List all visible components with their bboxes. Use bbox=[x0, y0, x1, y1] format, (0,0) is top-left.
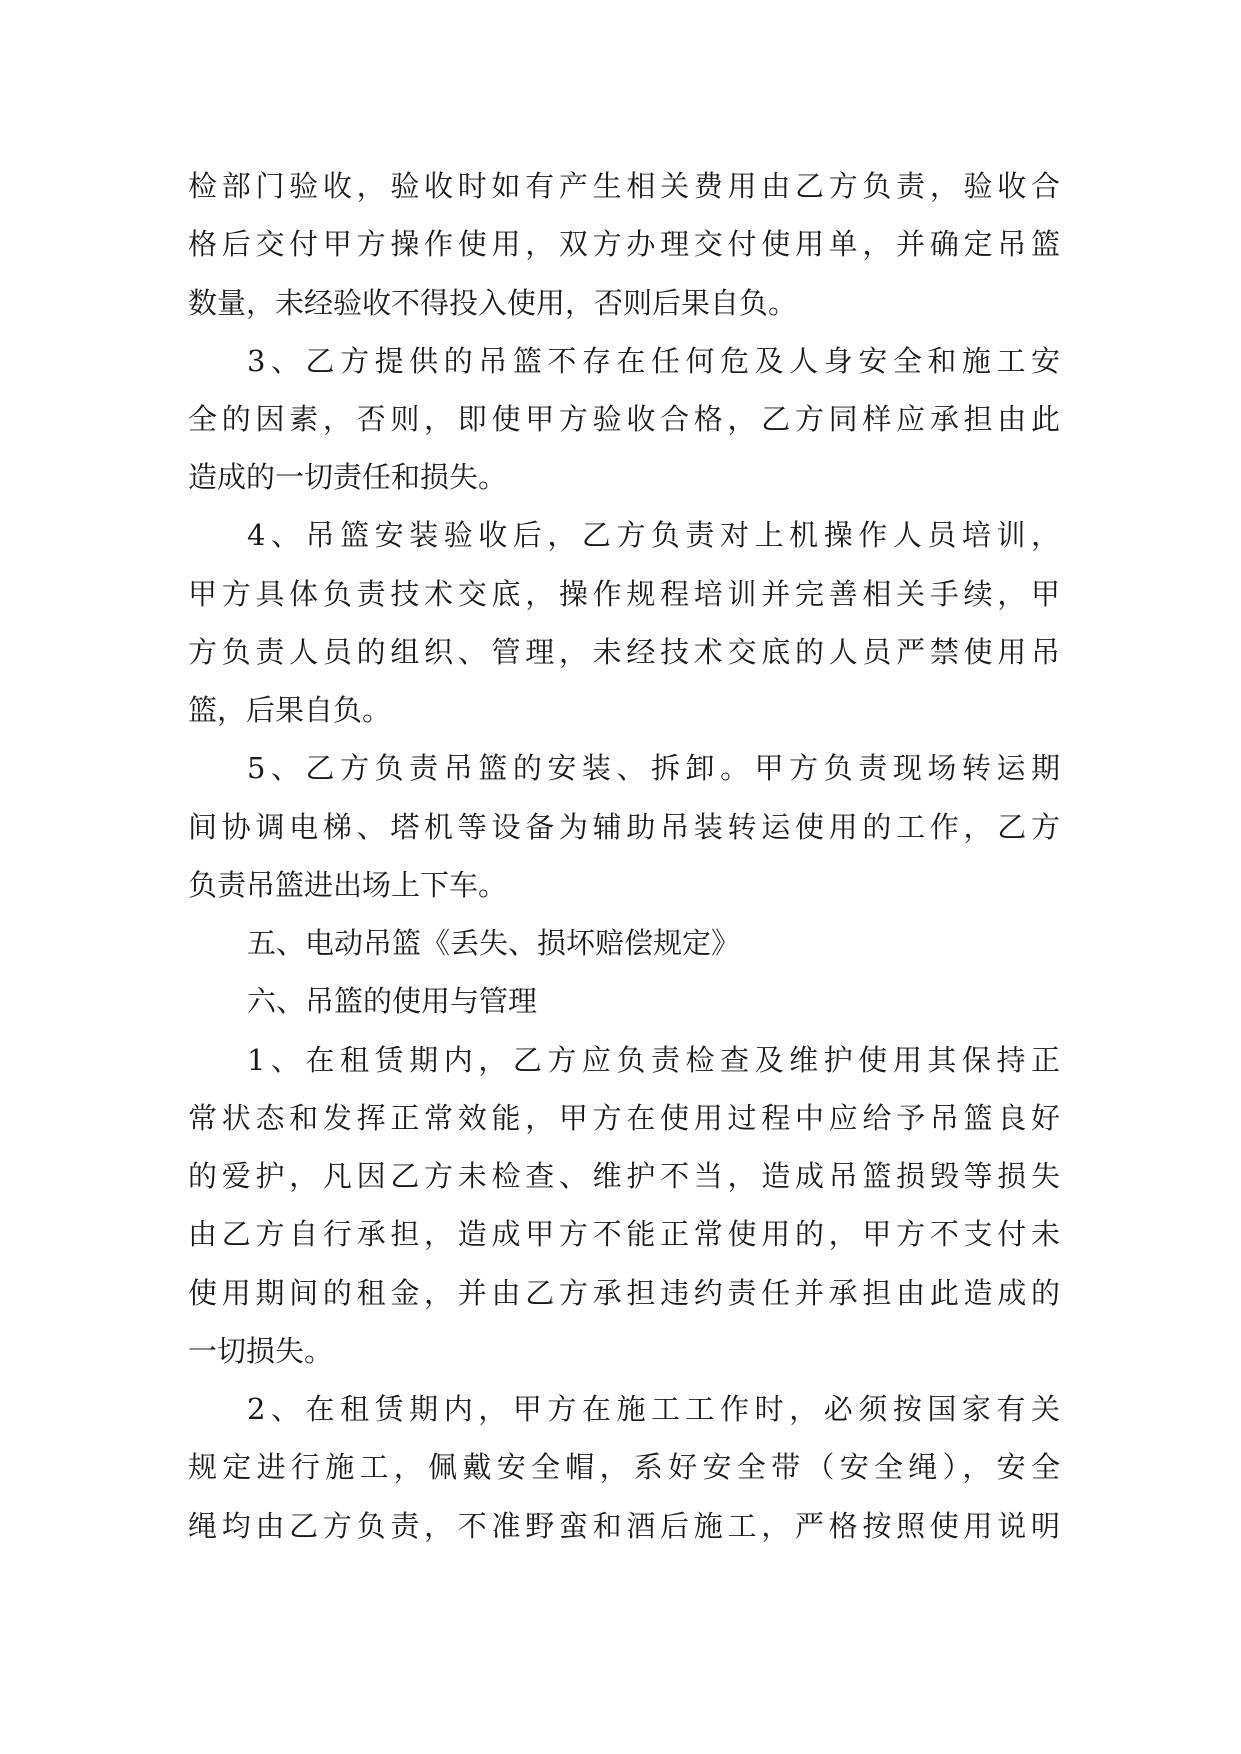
text-line: 造成的一切责任和损失。 bbox=[188, 460, 508, 494]
text-line: 负责吊篮进出场上下车。 bbox=[188, 868, 508, 902]
text-line: 检部门验收，验收时如有产生相关费用由乙方负责，验收合 bbox=[188, 169, 1060, 203]
text-line: 全的因素，否则，即使甲方验收合格，乙方同样应承担由此 bbox=[188, 402, 1060, 436]
text-line: 4、吊篮安装验收后，乙方负责对上机操作人员培训， bbox=[247, 518, 1060, 552]
text-line: 数量，未经验收不得投入使用，否则后果自负。 bbox=[188, 286, 798, 320]
text-line: 2、在租赁期内，甲方在施工工作时，必须按国家有关 bbox=[247, 1392, 1060, 1426]
text-line: 5、乙方负责吊篮的安装、拆卸。甲方负责现场转运期 bbox=[247, 751, 1060, 785]
text-line: 篮，后果自负。 bbox=[188, 693, 392, 727]
text-line: 格后交付甲方操作使用，双方办理交付使用单，并确定吊篮 bbox=[188, 227, 1060, 261]
text-line: 1、在租赁期内，乙方应负责检查及维护使用其保持正 bbox=[247, 1043, 1060, 1077]
text-line: 使用期间的租金，并由乙方承担违约责任并承担由此造成的 bbox=[188, 1276, 1060, 1310]
text-line: 3、乙方提供的吊篮不存在任何危及人身安全和施工安 bbox=[247, 344, 1060, 378]
section-heading: 五、电动吊篮《丢失、损坏赔偿规定》 bbox=[247, 926, 741, 960]
text-line: 的爱护，凡因乙方未检查、维护不当，造成吊篮损毁等损失 bbox=[188, 1159, 1060, 1193]
text-line: 一切损失。 bbox=[188, 1334, 334, 1368]
section-heading: 六、吊篮的使用与管理 bbox=[247, 984, 538, 1018]
text-line: 常状态和发挥正常效能，甲方在使用过程中应给予吊篮良好 bbox=[188, 1101, 1060, 1135]
text-line: 方负责人员的组织、管理，未经技术交底的人员严禁使用吊 bbox=[188, 635, 1060, 669]
text-line: 甲方具体负责技术交底，操作规程培训并完善相关手续，甲 bbox=[188, 577, 1060, 611]
text-line: 间协调电梯、塔机等设备为辅助吊装转运使用的工作，乙方 bbox=[188, 810, 1060, 844]
text-line: 由乙方自行承担，造成甲方不能正常使用的，甲方不支付未 bbox=[188, 1217, 1060, 1251]
text-line: 绳均由乙方负责，不准野蛮和酒后施工，严格按照使用说明 bbox=[188, 1509, 1060, 1543]
text-line: 规定进行施工，佩戴安全帽，系好安全带（安全绳），安全 bbox=[188, 1450, 1060, 1484]
